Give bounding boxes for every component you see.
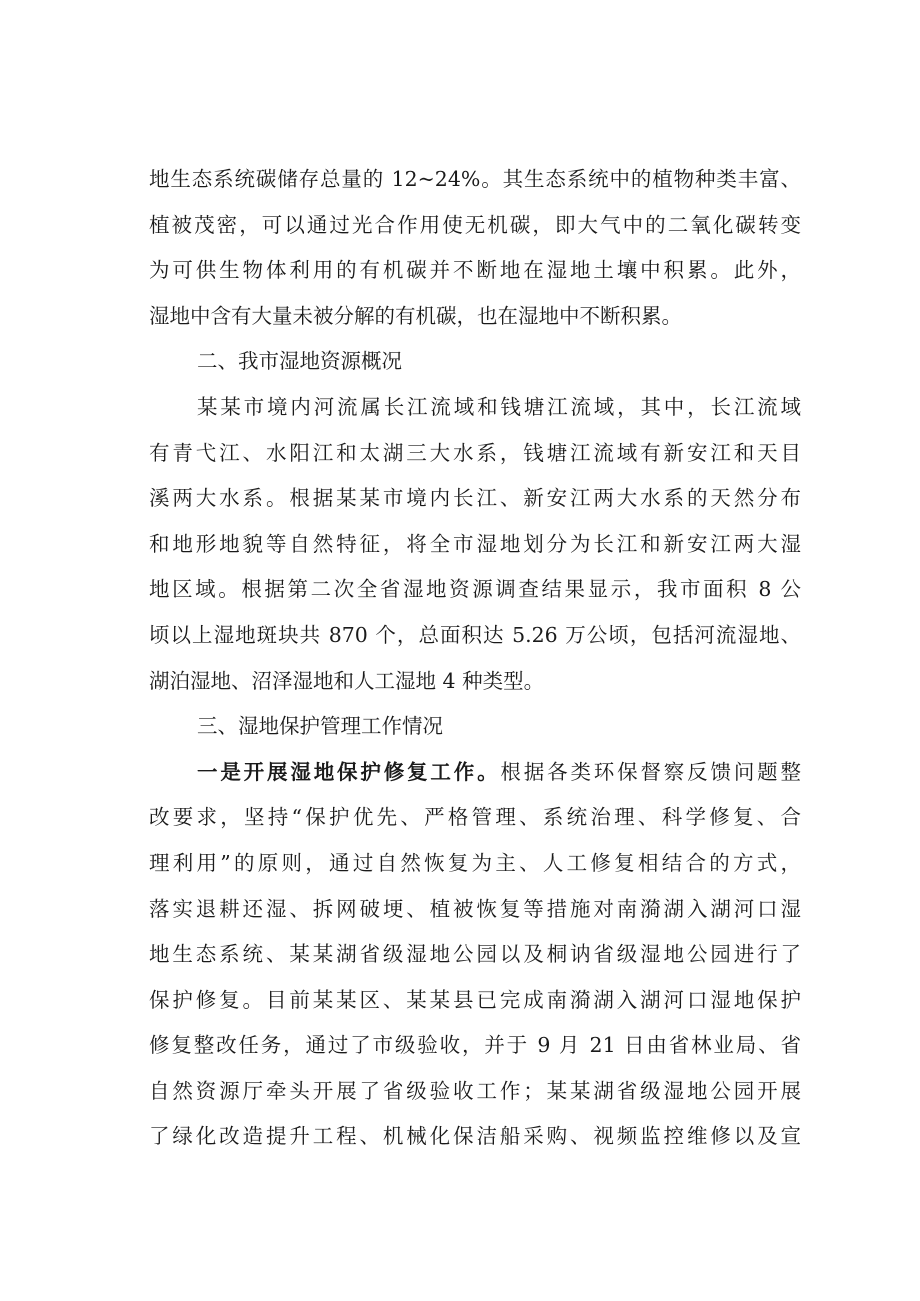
text-line: 地生态系统碳储存总量的 12~24%。其生态系统中的植物种类丰富、 xyxy=(149,167,801,191)
text-line: 植被茂密，可以通过光合作用使无机碳，即大气中的二氧化碳转变 xyxy=(149,212,801,237)
text-line: 落实退耕还湿、拆网破埂、植被恢复等措施对南漪湖入湖河口湿 xyxy=(149,896,801,921)
text-line: 自然资源厅牵头开展了省级验收工作；某某湖省级湿地公园开展 xyxy=(149,1078,801,1103)
text-line: 改要求，坚持“保护优先、严格管理、系统治理、科学修复、合 xyxy=(149,805,801,830)
text-line: 有青弋江、水阳江和太湖三大水系，钱塘江流域有新安江和天目 xyxy=(149,440,801,465)
section-heading-3: 三、湿地保护管理工作情况 xyxy=(197,714,443,739)
text-line: 和地形地貌等自然特征，将全市湿地划分为长江和新安江两大湿 xyxy=(149,531,801,556)
document-body xyxy=(149,157,801,1160)
text-line: 顷以上湿地斑块共 870 个，总面积达 5.26 万公顷，包括河流湿地、 xyxy=(149,622,801,647)
text-line-lead xyxy=(149,750,801,796)
text-line: 某某市境内河流属长江流域和钱塘江流域，其中，长江流域 xyxy=(197,394,801,419)
intro-paragraph xyxy=(149,157,801,339)
section2-paragraph xyxy=(149,385,801,704)
text-line: 溪两大水系。根据某某市境内长江、新安江两大水系的天然分布 xyxy=(149,486,801,511)
text-line: 地区域。根据第二次全省湿地资源调查结果显示，我市面积 8 公 xyxy=(149,577,801,602)
section3-paragraph xyxy=(149,750,801,1160)
text-line: 湖泊湿地、沼泽湿地和人工湿地 4 种类型。 xyxy=(149,668,545,693)
lead-bold-text: 一是开展湿地保护修复工作。 xyxy=(197,759,501,784)
text-line: 了绿化改造提升工程、机械化保洁船采购、视频监控维修以及宣 xyxy=(149,1124,801,1149)
text-line: 修复整改任务，通过了市级验收，并于 9 月 21 日由省林业局、省 xyxy=(149,1033,801,1058)
text-line: 理利用”的原则，通过自然恢复为主、人工修复相结合的方式， xyxy=(149,850,801,875)
text-line: 保护修复。目前某某区、某某县已完成南漪湖入湖河口湿地保护 xyxy=(149,987,801,1012)
lead-rest-text: 根据各类环保督察反馈问题整 xyxy=(500,759,802,784)
text-line: 地生态系统、某某湖省级湿地公园以及桐讷省级湿地公园进行了 xyxy=(149,942,801,967)
text-line: 湿地中含有大量未被分解的有机碳，也在湿地中不断积累。 xyxy=(149,303,682,328)
section-heading-2: 二、我市湿地资源概况 xyxy=(197,349,402,374)
text-line: 为可供生物体利用的有机碳并不断地在湿地土壤中积累。此外， xyxy=(149,258,801,283)
